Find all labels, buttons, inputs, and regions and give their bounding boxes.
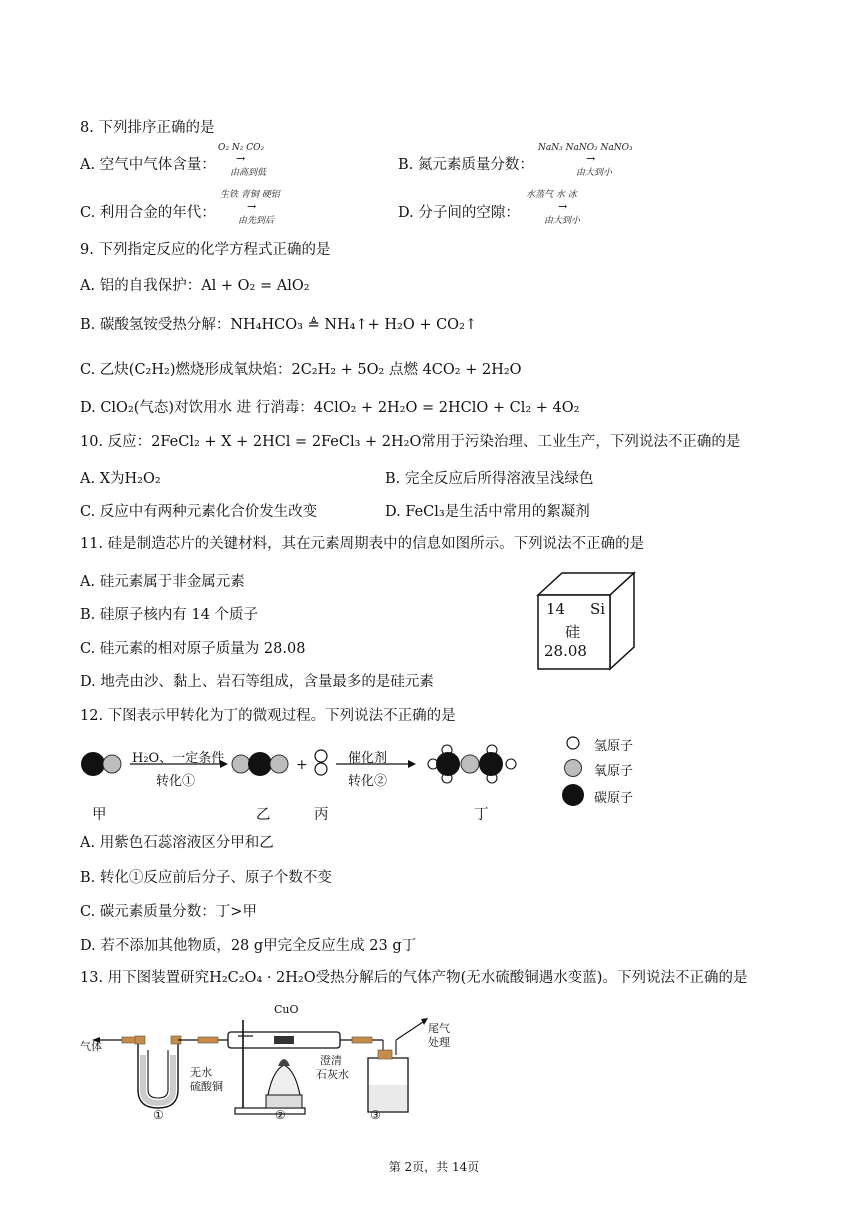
q10-option-d: D. FeCl₃是生活中常用的絮凝剂	[385, 504, 590, 520]
label-jia: 甲	[92, 807, 107, 823]
q8-option-d: D. 分子间的空隙：	[398, 205, 520, 221]
q11-option-b: B. 硅原子核内有 14 个质子	[80, 607, 259, 623]
q10-option-b: B. 完全反应后所得溶液呈浅绿色	[385, 471, 594, 487]
q9-option-a: A. 铝的自我保护：Al + O₂ = AlO₂	[80, 278, 310, 294]
arrow-icon: →	[586, 152, 596, 165]
q8-a-order-top: O₂ N₂ CO₂	[218, 143, 265, 153]
q11-option-d: D. 地壳由沙、黏上、岩石等组成，含量最多的是硅元素	[80, 674, 434, 690]
q9-option-c: C. 乙炔(C₂H₂)燃烧形成氧炔焰：2C₂H₂ + 5O₂ 点燃 4CO₂ + 2H₂O	[80, 362, 522, 378]
page-footer: 第 2页，共 14页	[388, 1160, 480, 1174]
q9-option-d: D. ClO₂(气态)对饮用水 进 行消毒：4ClO₂ + 2H₂O = 2HClO + Cl₂ + 4O₂	[80, 400, 580, 416]
q10-stem: 10. 反应：2FeCl₂ + X + 2HCl = 2FeCl₃ + 2H₂O常用于污染治理、工业生产，下列说法不正确的是	[80, 434, 741, 450]
label-device-3: ③	[370, 1108, 381, 1122]
element-symbol: Si	[590, 600, 606, 618]
q8-d-order-top: 水蒸气 水 冰	[526, 190, 577, 200]
label-bing: 丙	[314, 807, 329, 823]
label-tail-line2: 处理	[428, 1036, 450, 1049]
q11-option-a: A. 硅元素属于非金属元素	[80, 574, 245, 590]
q8-b-order-top: NaN₃ NaNO₂ NaNO₃	[538, 143, 633, 153]
arrow-icon: →	[247, 200, 257, 213]
label-cuso4-line2: 硫酸铜	[190, 1080, 223, 1093]
q11-option-c: C. 硅元素的相对原子质量为 28.08	[80, 641, 306, 657]
label-device-2: ②	[275, 1108, 286, 1122]
q11-stem: 11. 硅是制造芯片的关键材料，其在元素周期表中的信息如图所示。下列说法不正确的是	[80, 536, 645, 552]
element-number: 14	[546, 600, 566, 618]
label-limewater-line1: 澄清	[320, 1054, 342, 1067]
q8-stem: 8. 下列排序正确的是	[80, 120, 215, 136]
label-ding: 丁	[474, 807, 489, 823]
arrow1-condition: H₂O、一定条件	[132, 751, 225, 766]
q10-option-a: A. X为H₂O₂	[80, 471, 161, 487]
q9-stem: 9. 下列指定反应的化学方程式正确的是	[80, 242, 331, 258]
experiment-apparatus	[78, 1000, 458, 1125]
q8-option-b: B. 氮元素质量分数：	[398, 157, 534, 173]
q8-option-a: A. 空气中气体含量：	[80, 157, 216, 173]
q9-option-b: B. 碳酸氢铵受热分解：NH₄HCO₃ ≜ NH₄↑+ H₂O + CO₂↑	[80, 317, 478, 333]
arrow2-condition: 催化剂	[348, 751, 388, 766]
q12-option-c: C. 碳元素质量分数：丁>甲	[80, 904, 257, 920]
label-cuso4-line1: 无水	[190, 1066, 212, 1079]
arrow2-step: 转化②	[348, 774, 388, 789]
label-gas: 气体	[80, 1040, 102, 1053]
q8-d-order-bottom: 由大到小	[544, 216, 581, 226]
label-tail-line1: 尾气	[428, 1022, 450, 1035]
arrow-icon: →	[236, 152, 246, 165]
plus-sign: +	[296, 757, 308, 773]
q8-option-c: C. 利用合金的年代：	[80, 205, 216, 221]
q8-b-order-bottom: 由大到小	[576, 168, 613, 178]
q13-stem: 13. 用下图装置研究H₂C₂O₄ · 2H₂O受热分解后的气体产物(无水硫酸铜遇水变蓝)。下列说法不正确的是	[80, 970, 748, 986]
label-yi: 乙	[256, 807, 271, 823]
legend-carbon: 碳原子	[594, 791, 634, 806]
element-mass: 28.08	[544, 642, 587, 660]
label-limewater-line2: 石灰水	[316, 1068, 349, 1081]
q12-option-a: A. 用紫色石蕊溶液区分甲和乙	[80, 835, 274, 851]
q12-option-d: D. 若不添加其他物质，28 g甲完全反应生成 23 g丁	[80, 938, 417, 954]
arrow-icon: →	[558, 200, 568, 213]
q12-option-b: B. 转化①反应前后分子、原子个数不变	[80, 870, 332, 886]
legend-hydrogen: 氢原子	[594, 739, 634, 754]
q8-c-order-top: 生铁 青铜 硬铝	[220, 190, 280, 200]
element-name: 硅	[565, 623, 581, 641]
q8-a-order-bottom: 由高到低	[230, 168, 267, 178]
label-device-1: ①	[153, 1108, 164, 1122]
q10-option-c: C. 反应中有两种元素化合价发生改变	[80, 504, 318, 520]
q12-stem: 12. 下图表示甲转化为丁的微观过程。下列说法不正确的是	[80, 708, 456, 724]
label-cuo: CuO	[274, 1003, 299, 1016]
arrow1-step: 转化①	[156, 774, 196, 789]
q8-c-order-bottom: 由先到后	[238, 216, 275, 226]
atom-legend	[558, 732, 588, 812]
legend-oxygen: 氧原子	[594, 764, 634, 779]
